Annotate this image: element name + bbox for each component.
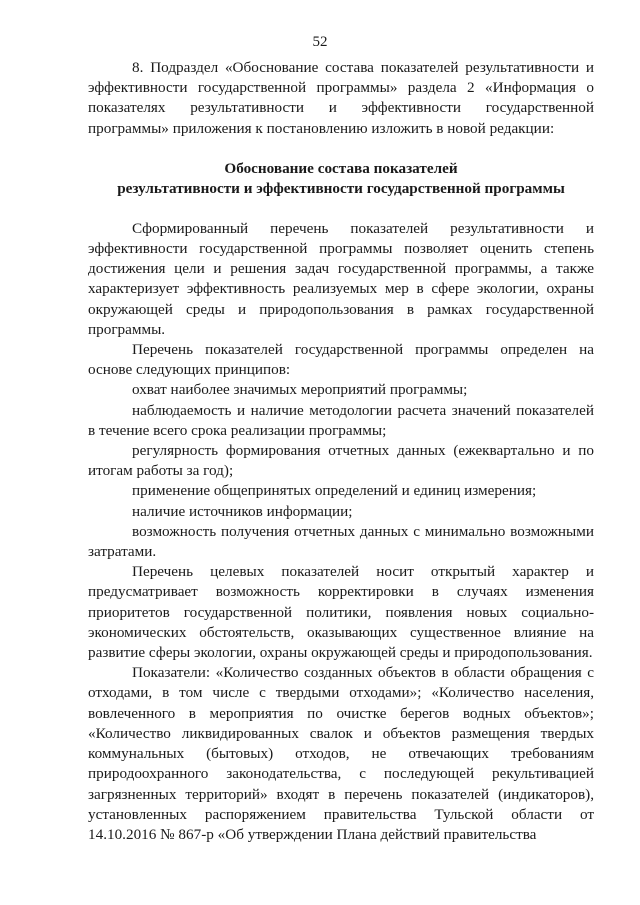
paragraph-open-list: Перечень целевых показателей носит открытый характер и предусматривает возможность корректировки в случаях изменения приоритетов государственной политики, появления новых социально-экономических обстоятельств, оказывающих существенное влияние на развитие сферы экологии, охраны окружающей среды и природопользования. xyxy=(88,563,594,662)
principle-item: применение общепринятых определений и единиц измерения; xyxy=(132,482,537,500)
page-number: 52 xyxy=(312,34,328,50)
principle-item: регулярность формирования отчетных данных (ежеквартально и по итогам работы за год); xyxy=(88,442,594,480)
intro-paragraph: 8. Подраздел «Обоснование состава показателей результативности и эффективности государственной программы» раздела 2 «Информация о показателях результативности и эффективности государственной программы» приложения к постановлению изложить в новой редакции: xyxy=(88,59,594,137)
section-title-line-2: результативности и эффективности государственной программы xyxy=(117,179,565,197)
section-title-line-1: Обоснование состава показателей xyxy=(224,159,458,177)
principle-item: возможность получения отчетных данных с минимально возможными затратами. xyxy=(88,522,594,561)
paragraph-principles-intro: Перечень показателей государственной программы определен на основе следующих принципов: xyxy=(88,341,594,379)
section-title xyxy=(88,159,594,199)
document-body xyxy=(88,58,594,845)
principle-item: охват наиболее значимых мероприятий программы; xyxy=(132,381,468,399)
principle-item: наличие источников информации; xyxy=(132,502,353,520)
principle-item: наблюдаемость и наличие методологии расчета значений показателей в течение всего срока реализации программы; xyxy=(88,401,594,439)
paragraph-indicators-overview: Сформированный перечень показателей результативности и эффективности государственной программы позволяет оценить степень достижения цели и решения задач государственной программы, а также характеризует эффективность реализуемых мер в сфере экологии, охраны окружающей среды и природопользования в рамках государственной программы. xyxy=(88,219,594,338)
paragraph-indicators-list: Показатели: «Количество созданных объектов в области обращения с отходами, в том числе с твердыми отходами»; «Количество населения, вовлеченного в мероприятия по очистке берегов водных объектов»; «Количество ликвидированных свалок и объектов размещения твердых коммунальных (бытовых) отходов, не отвечающих требованиям природоохранного законодательства, с последующей рекультивацией загрязненных территорий» входят в перечень показателей (индикаторов), установленных распоряжением правительства Тульской области от 14.10.2016 № 867-р «Об утверждении Плана действий правительства xyxy=(88,664,594,843)
